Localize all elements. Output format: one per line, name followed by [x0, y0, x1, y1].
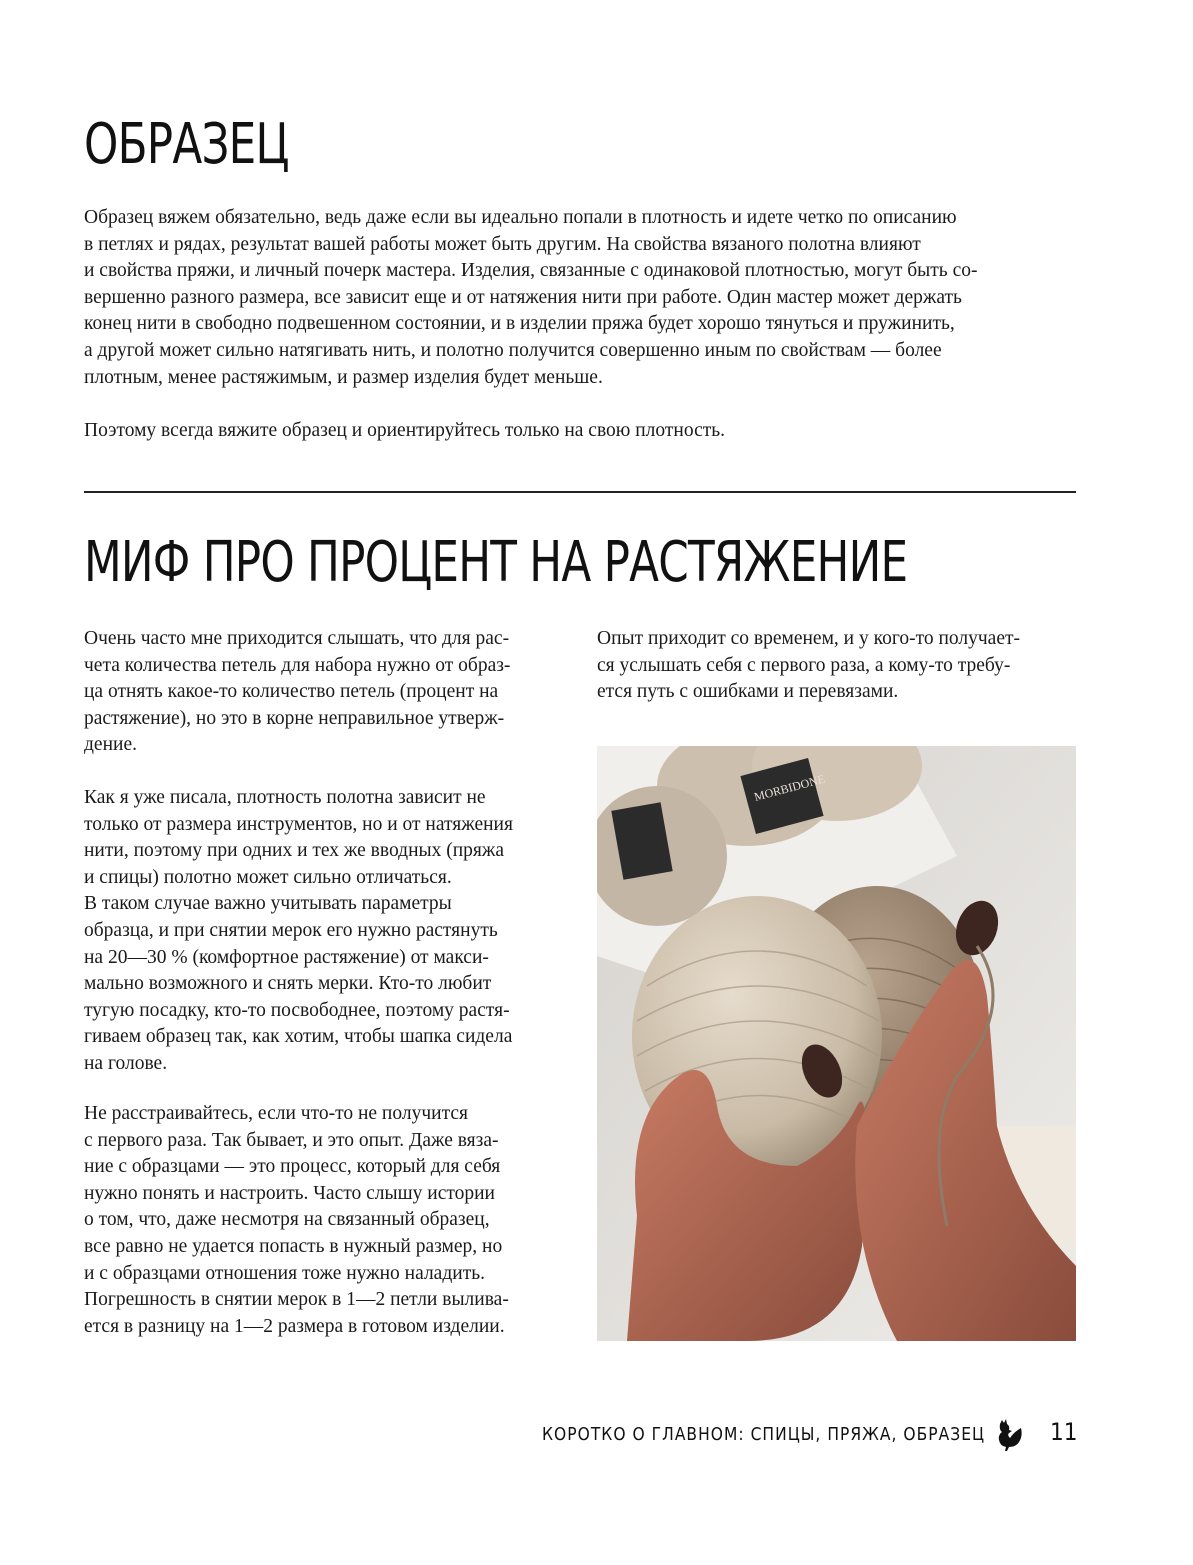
text-line: на голове. [84, 1052, 168, 1074]
conclusion-paragraph [84, 418, 725, 445]
text-line: ние с образцами — это процесс, который для себя [84, 1156, 501, 1178]
text-line: дение. [84, 734, 137, 756]
text-line: растяжение), но это в корне неправильное утверж- [84, 707, 505, 729]
text-line: Погрешность в снятии мерок в 1—2 петли вылива- [84, 1289, 509, 1311]
text-line: Очень часто мне приходится слышать, что для рас- [84, 628, 510, 649]
left-column-paragraph-1 [84, 626, 510, 759]
text-line: и с образцами отношения тоже нужно наладить. [84, 1262, 485, 1284]
running-footer-title: КОРОТКО О ГЛАВНОМ: СПИЦЫ, ПРЯЖА, ОБРАЗЕЦ [542, 1424, 986, 1445]
text-line: плотным, менее растяжимым, и размер изделия будет меньше. [84, 366, 603, 388]
text-line: и свойства пряжи, и личный почерк мастера. Изделия, связанные с одинаковой плотностью, могут быть со- [84, 260, 978, 282]
right-column-paragraph [597, 626, 1020, 706]
text-line: Поэтому всегда вяжите образец и ориентируйтесь только на свою плотность. [84, 420, 726, 441]
text-line: нити, поэтому при одних и тех же вводных (пряжа [84, 840, 505, 862]
text-line: ется путь с ошибками и перевязами. [597, 681, 899, 703]
page-number: 11 [1050, 1418, 1078, 1446]
text-line: Как я уже писала, плотность полотна зависит не [84, 787, 486, 808]
text-line: нужно понять и настроить. Часто слышу истории [84, 1182, 495, 1204]
left-column-paragraph-2 [84, 785, 513, 1078]
intro-paragraph [84, 205, 977, 391]
text-line: только от размера инструментов, но и от натяжения [84, 813, 513, 835]
text-line: ся услышать себя с первого раза, а кому-то требу- [597, 654, 1011, 676]
section-heading-obrazets: ОБРАЗЕЦ [84, 112, 289, 177]
yarn-label-text: MORBIDONE [752, 771, 827, 804]
text-line: чета количества петель для набора нужно от образ- [84, 654, 511, 676]
text-line: мально возможного и снять мерки. Кто-то любит [84, 973, 492, 995]
text-line: в петлях и рядах, результат вашей работы может быть другим. На свойства вязаного полотна влияют [84, 233, 921, 255]
text-line: конец нити в свободно подвешенном состоянии, и в изделии пряжа будет хорошо тянуться и пружинить, [84, 313, 955, 335]
text-line: тугую посадку, кто-то посвободнее, поэтому растя- [84, 999, 510, 1021]
text-line: ца отнять какое-то количество петель (процент на [84, 681, 499, 703]
text-line: вершенно разного размера, все зависит еще и от натяжения нити при работе. Один мастер может держать [84, 286, 962, 308]
text-line: и спицы) полотно может сильно отличаться. [84, 866, 452, 888]
text-line: а другой может сильно натягивать нить, и полотно получится совершенно иным по свойствам — более [84, 339, 942, 361]
text-line: с первого раза. Так бывает, и это опыт. Даже вяза- [84, 1129, 499, 1151]
text-line: Образец вяжем обязательно, ведь даже если вы идеально попали в плотность и идете четко по описанию [84, 207, 957, 228]
text-line: на 20—30 % (комфортное растяжение) от макси- [84, 946, 489, 968]
text-line: Опыт приходит со временем, и у кого-то получает- [597, 628, 1021, 649]
text-line: ется в разницу на 1—2 размера в готовом изделии. [84, 1315, 505, 1337]
left-column-paragraph-3 [84, 1101, 509, 1340]
text-line: образца, и при снятии мерок его нужно растянуть [84, 919, 498, 941]
rooster-icon [991, 1418, 1025, 1452]
yarn-balls-photo [597, 746, 1076, 1341]
text-line: о том, что, даже несмотря на связанный образец, [84, 1209, 490, 1231]
text-line: гиваем образец так, как хотим, чтобы шапка сидела [84, 1026, 513, 1048]
text-line: все равно не удается попасть в нужный размер, но [84, 1235, 503, 1257]
text-line: В таком случае важно учитывать параметры [84, 893, 452, 915]
text-line: Не расстраивайтесь, если что-то не получится [84, 1103, 468, 1124]
yarn-photo-illustration [597, 746, 1076, 1341]
section-heading-myth: МИФ ПРО ПРОЦЕНТ НА РАСТЯЖЕНИЕ [84, 530, 908, 595]
section-divider [84, 491, 1076, 493]
